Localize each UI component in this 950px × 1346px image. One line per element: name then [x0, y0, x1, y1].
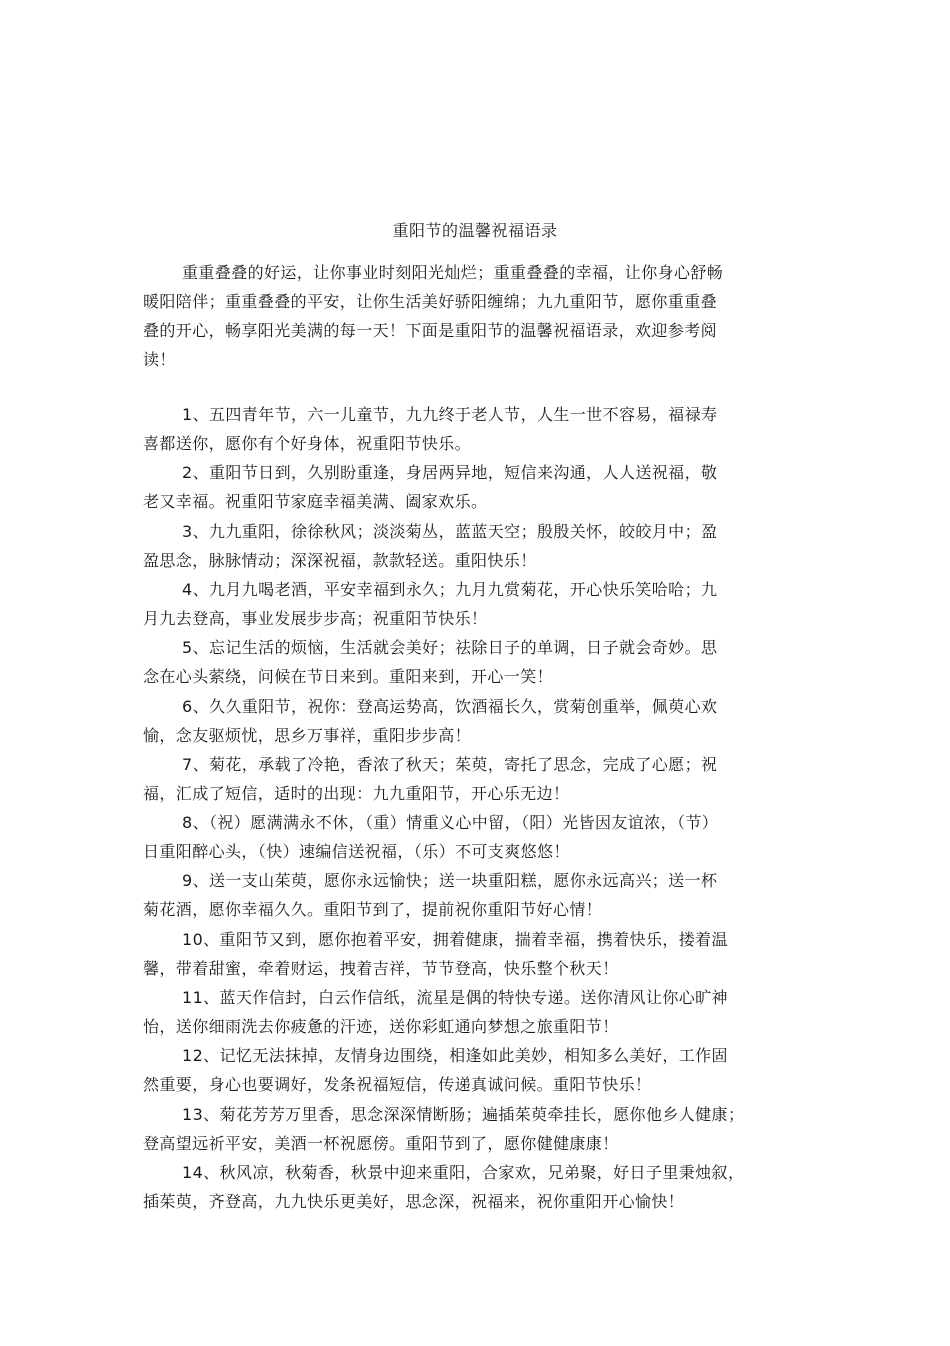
- list-item-continuation-line: 日重阳醉心头，（快）速编信送祝福，（乐）不可支爽悠悠！: [143, 842, 570, 862]
- list-item-continuation-line: 愉，念友驱烦忧，思乡万事祥，重阳步步高！: [143, 725, 472, 745]
- list-item-first-line: 9、送一支山茱萸，愿你永远愉快；送一块重阳糕，愿你永远高兴；送一杯: [182, 871, 718, 891]
- intro-line: 读！: [143, 350, 176, 369]
- list-item-continuation-line: 怡，送你细雨洗去你疲惫的汗迹，送你彩虹通向梦想之旅重阳节！: [143, 1017, 619, 1036]
- list-item-continuation-line: 插茱萸，齐登高，九九快乐更美好，思念深，祝福来，祝你重阳开心愉快！: [143, 1191, 685, 1211]
- list-item-continuation-line: 月九去登高，事业发展步步高；祝重阳节快乐！: [143, 608, 488, 628]
- list-item-continuation-line: 喜都送你，愿你有个好身体，祝重阳节快乐。: [143, 434, 472, 453]
- list-item-first-line: 13、菊花芳芳万里香，思念深深情断肠；遍插茱萸牵挂长，愿你他乡人健康；: [182, 1104, 745, 1124]
- list-item-continuation-line: 盈思念，脉脉情动；深深祝福，款款轻送。重阳快乐！: [143, 550, 537, 570]
- list-item-first-line: 4、九月九喝老酒，平安幸福到永久；九月九赏菊花，开心快乐笑哈哈；九: [182, 579, 718, 599]
- list-item-first-line: 3、九九重阳，徐徐秋风；淡淡菊丛，蓝蓝天空；殷殷关怀，皎皎月中；盈: [182, 521, 718, 541]
- list-item-continuation-line: 福，汇成了短信，适时的出现：九九重阳节，开心乐无边！: [143, 783, 570, 803]
- list-item-first-line: 5、忘记生活的烦恼，生活就会美好；祛除日子的单调，日子就会奇妙。思: [182, 638, 718, 658]
- intro-line: 重重叠叠的好运，让你事业时刻阳光灿烂；重重叠叠的幸福，让你身心舒畅: [182, 263, 724, 282]
- list-item-first-line: 6、久久重阳节，祝你：登高运势高，饮酒福长久，赏菊创重举，佩萸心欢: [182, 696, 718, 716]
- list-item-first-line: 7、菊花，承载了冷艳，香浓了秋天；茱萸，寄托了思念，完成了心愿；祝: [182, 754, 718, 774]
- list-item-continuation-line: 然重要，身心也要调好，发条祝福短信，传递真诚问候。重阳节快乐！: [143, 1075, 652, 1095]
- list-item-first-line: 14、秋风凉，秋菊香，秋景中迎来重阳，合家欢，兄弟聚，好日子里秉烛叙，: [182, 1162, 745, 1182]
- list-item-first-line: 10、重阳节又到，愿你抱着平安，拥着健康，揣着幸福，携着快乐，搂着温: [182, 929, 728, 949]
- list-item-first-line: 1、五四青年节，六一儿童节，九九终于老人节，人生一世不容易，福禄寿: [182, 405, 718, 424]
- list-item-continuation-line: 菊花酒，愿你幸福久久。重阳节到了，提前祝你重阳节好心情！: [143, 900, 603, 920]
- list-item-continuation-line: 老又幸福。祝重阳节家庭幸福美满、阖家欢乐。: [143, 492, 488, 512]
- intro-line: 暖阳陪伴；重重叠叠的平安，让你生活美好骄阳缠绵；九九重阳节，愿你重重叠: [143, 292, 718, 311]
- intro-line: 叠的开心，畅享阳光美满的每一天！下面是重阳节的温馨祝福语录，欢迎参考阅: [143, 321, 718, 340]
- list-item-first-line: 12、记忆无法抹掉，友情身边围绕，相逢如此美妙，相知多么美好，工作固: [182, 1046, 728, 1066]
- list-item-continuation-line: 馨，带着甜蜜，牵着财运，拽着吉祥，节节登高，快乐整个秋天！: [143, 958, 619, 978]
- list-item-first-line: 2、重阳节日到，久别盼重逢，身居两异地，短信来沟通，人人送祝福，敬: [182, 463, 718, 483]
- page-title: 重阳节的温馨祝福语录: [392, 221, 558, 240]
- list-item-first-line: 8、（祝）愿满满永不休，（重）情重义心中留，（阳）光皆因友谊浓，（节）: [182, 813, 719, 833]
- list-item-continuation-line: 念在心头萦绕，问候在节日来到。重阳来到，开心一笑！: [143, 667, 554, 687]
- list-item-first-line: 11、蓝天作信封，白云作信纸，流星是偶的特快专递。送你清风让你心旷神: [182, 988, 728, 1007]
- list-item-continuation-line: 登高望远祈平安，美酒一杯祝愿傍。重阳节到了，愿你健健康康！: [143, 1133, 619, 1153]
